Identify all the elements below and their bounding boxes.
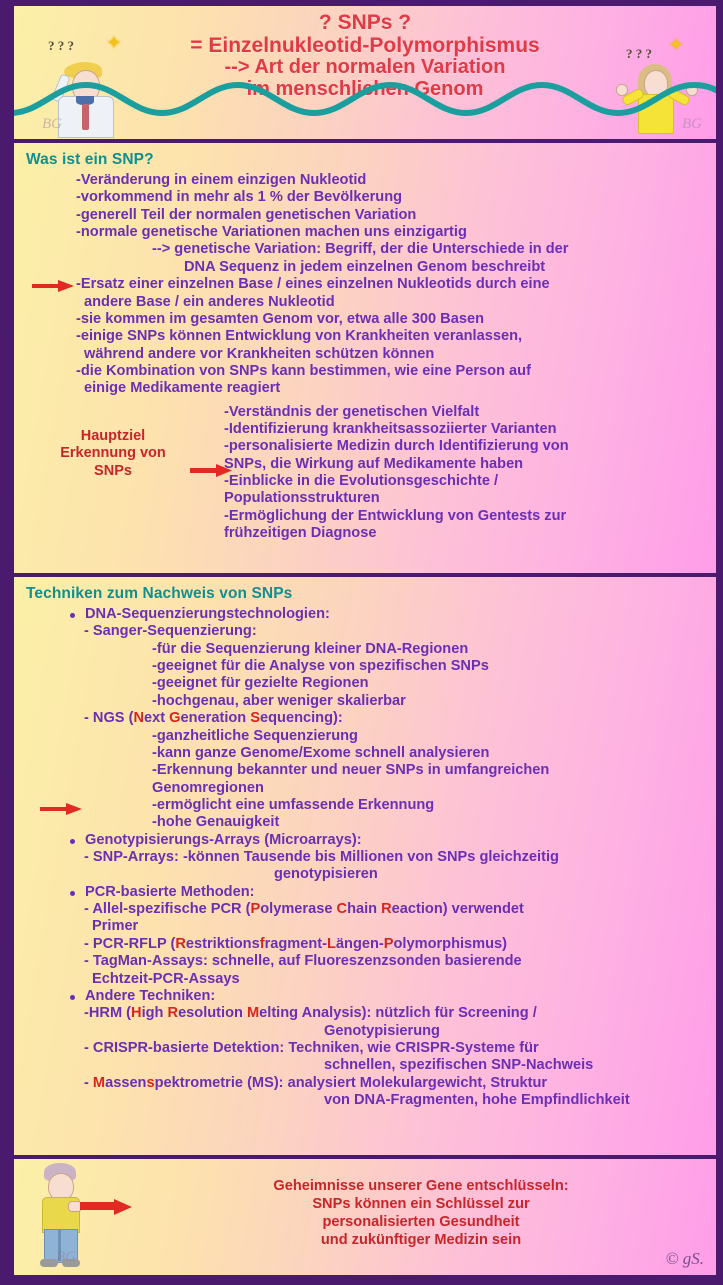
section-what-is-snp	[14, 143, 716, 573]
list-item: -Ermöglichung der Entwicklung von Gentests zur	[224, 507, 567, 524]
rflp-r-letter: R	[175, 935, 186, 952]
list-item-ngs: - NGS (Next Generation Sequencing):	[84, 710, 343, 727]
list-item: - TagMan-Assays: schnelle, auf Fluoreszenzsonden basierende	[84, 953, 522, 970]
title-line-2: = Einzelnukleotid-Polymorphismus	[190, 33, 540, 57]
highlighted-list-item: -ermöglicht eine umfassende Erkennung	[152, 797, 710, 814]
pcr-p-letter: P	[250, 901, 261, 918]
bullet-genotyping-arrays: Genotypisierungs-Arrays (Microarrays):	[70, 832, 710, 849]
sparkle-icon-right: ✦	[668, 35, 684, 56]
title-line-4: im menschlichen Genom	[246, 77, 484, 100]
ngs-n-letter: N	[133, 710, 145, 727]
ms-s-letter: s	[146, 1074, 155, 1091]
list-item: -Erkennung bekannter und neuer SNPs in umfangreichen	[152, 762, 550, 779]
pcr-c-letter: C	[336, 901, 348, 918]
list-item: Echtzeit-PCR-Assays	[92, 970, 240, 987]
list-item: genotypisieren	[274, 866, 378, 883]
goal-label-line-3: SNPs	[94, 463, 132, 480]
list-item: Populationsstrukturen	[224, 490, 380, 507]
red-arrow-icon-ngs	[40, 803, 82, 815]
list-item-mass-spec: - Massenspektrometrie (MS): analysiert Molekulargewicht, Struktur	[84, 1074, 548, 1091]
artist-signature-left: BG	[42, 116, 62, 132]
list-item: -Einblicke in die Evolutionsgeschichte /	[224, 473, 499, 490]
list-item: -einige SNPs können Entwicklung von Krankheiten veranlassen,	[76, 328, 523, 345]
footer-line-3: personalisierten Gesundheit	[322, 1214, 520, 1231]
ngs-s-letter: S	[250, 710, 261, 727]
artist-signature-right: BG	[682, 116, 702, 132]
section-detection-techniques	[14, 577, 716, 1155]
list-item-pcr-rflp: - PCR-RFLP (Restriktionsfragment-Längen-Polymorphismus)	[84, 935, 508, 952]
list-item: -Identifizierung krankheitsassoziierter Varianten	[224, 421, 557, 438]
bullet-pcr-methods: PCR-basierte Methoden:	[70, 884, 710, 901]
list-item: andere Base / ein anderes Nukleotid	[84, 293, 335, 310]
list-item: Genomregionen	[152, 779, 264, 796]
question-marks-icon: ? ? ?	[48, 38, 74, 53]
list-item: -geeignet für die Analyse von spezifischen SNPs	[152, 658, 489, 675]
title-line-1: ? SNPs ?	[318, 11, 412, 34]
list-item: -vorkommend in mehr als 1 % der Bevölkerung	[76, 189, 403, 206]
list-item: -hohe Genauigkeit	[152, 814, 280, 831]
main-goal-block	[24, 404, 708, 554]
section1-heading: Was ist ein SNP?	[26, 151, 154, 168]
list-item: -generell Teil der normalen genetischen Variation	[76, 206, 417, 223]
rflp-p-letter: P	[383, 935, 394, 952]
list-item: -für die Sequenzierung kleiner DNA-Regionen	[152, 640, 469, 657]
list-item: DNA Sequenz in jedem einzelnen Genom beschreibt	[184, 258, 546, 275]
ngs-g-letter: G	[169, 710, 181, 727]
rflp-l-letter: L	[327, 935, 336, 952]
list-item: frühzeitigen Diagnose	[224, 525, 377, 542]
red-arrow-icon-footer	[80, 1199, 132, 1215]
list-item: -Veränderung in einem einzigen Nukleotid	[76, 172, 367, 188]
goal-label-line-2: Erkennung von	[60, 445, 166, 462]
list-item: während andere vor Krankheiten schützen können	[84, 345, 435, 362]
list-item: --> genetische Variation: Begriff, der die Unterschiede in der	[152, 241, 569, 258]
section2-heading: Techniken zum Nachweis von SNPs	[26, 585, 293, 602]
hrm-r-letter: R	[167, 1005, 179, 1022]
main-goal-label	[30, 428, 196, 481]
list-item: schnellen, spezifischen SNP-Nachweis	[324, 1057, 594, 1074]
list-item: SNPs, die Wirkung auf Medikamente haben	[224, 455, 524, 472]
dna-wave-icon	[14, 77, 716, 129]
list-item: -sie kommen im gesamten Genom vor, etwa alle 300 Basen	[76, 310, 484, 327]
list-item: -geeignet für gezielte Regionen	[152, 675, 369, 692]
list-item: - CRISPR-basierte Detektion: Techniken, wie CRISPR-Systeme für	[84, 1039, 539, 1056]
list-item: Genotypisierung	[324, 1022, 440, 1039]
main-goal-list	[224, 404, 708, 543]
red-arrow-icon	[32, 280, 74, 292]
title-line-3: --> Art der normalen Variation	[224, 56, 506, 79]
list-item: -ganzheitliche Sequenzierung	[152, 727, 358, 744]
footer-line-2: SNPs können ein Schlüssel zur	[312, 1196, 530, 1213]
list-item: von DNA-Fragmenten, hohe Empfindlichkeit	[324, 1092, 630, 1109]
list-item: -normale genetische Variationen machen uns einzigartig	[76, 224, 467, 241]
bullet-dna-sequencing: DNA-Sequenzierungstechnologien:	[70, 606, 710, 623]
footer-line-1: Geheimnisse unserer Gene entschlüsseln:	[273, 1178, 569, 1194]
list-item: -personalisierte Medizin durch Identifizierung von	[224, 438, 569, 455]
hrm-h-letter: H	[131, 1005, 142, 1022]
bullet-other-techniques: Andere Techniken:	[70, 988, 710, 1005]
list-item-allel-pcr: - Allel-spezifische PCR (Polymerase Chain Reaction) verwendet	[84, 901, 524, 918]
question-marks-icon-right: ? ? ?	[626, 46, 652, 61]
rflp-f-letter: f	[259, 935, 265, 952]
list-item: -die Kombination von SNPs kann bestimmen, wie eine Person auf	[76, 362, 531, 379]
copyright-notice: © gS.	[665, 1249, 704, 1268]
list-item: -kann ganze Genome/Exome schnell analysieren	[152, 744, 490, 761]
highlighted-list-item: -Ersatz einer einzelnen Base / eines einzelnen Nukleotids durch eine	[76, 276, 708, 293]
footer-conclusion	[134, 1177, 708, 1249]
list-item: - SNP-Arrays: -können Tausende bis Millionen von SNPs gleichzeitig	[84, 849, 559, 866]
ms-m-letter: M	[92, 1074, 106, 1091]
hrm-m-letter: M	[246, 1005, 260, 1022]
standing-person-illustration	[28, 1163, 98, 1271]
list-item: -hochgenau, aber weniger skalierbar	[152, 692, 406, 709]
footer-panel	[14, 1159, 716, 1275]
list-item: Primer	[92, 918, 139, 935]
goal-label-line-1: Hauptziel	[80, 427, 146, 444]
pcr-r-letter: R	[381, 901, 392, 918]
footer-line-4: und zukünftiger Medizin sein	[320, 1232, 522, 1249]
list-item: einige Medikamente reagiert	[84, 380, 281, 397]
header-panel	[14, 6, 716, 139]
sparkle-icon: ✦	[106, 33, 122, 54]
list-item: -Verständnis der genetischen Vielfalt	[224, 403, 480, 420]
list-item: - Sanger-Sequenzierung:	[84, 623, 257, 640]
list-item-hrm: -HRM (High Resolution Melting Analysis): nützlich für Screening /	[84, 1005, 537, 1022]
artist-signature-footer: BG	[56, 1249, 76, 1265]
